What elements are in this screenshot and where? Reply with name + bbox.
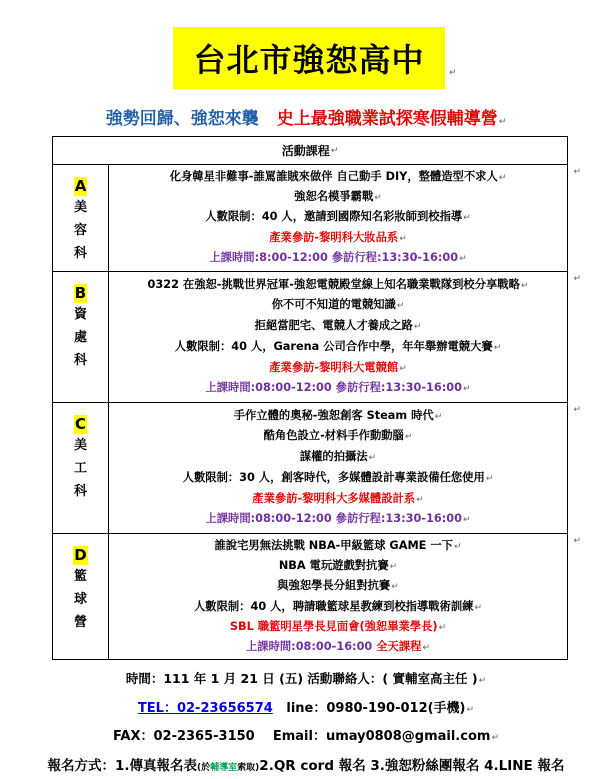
paragraph-mark: ↵ bbox=[573, 536, 581, 546]
paragraph-mark: ↵ bbox=[374, 193, 382, 204]
paragraph-mark: ↵ bbox=[416, 494, 424, 505]
paragraph-mark: ↵ bbox=[498, 173, 507, 184]
line-contact: line：0980-190-012(手機) bbox=[286, 701, 466, 716]
course-content bbox=[109, 403, 567, 533]
paragraph-mark: ↵ bbox=[422, 642, 430, 653]
category-char: 營 bbox=[73, 615, 87, 630]
paragraph-mark: ↵ bbox=[485, 473, 494, 484]
table-header-label: 活動課程 bbox=[281, 144, 330, 158]
course-row-c bbox=[53, 402, 581, 533]
course-line bbox=[109, 338, 567, 357]
paragraph-mark: ↵ bbox=[573, 167, 581, 177]
course-line-extra: 全天課程 bbox=[376, 639, 422, 653]
paragraph-mark: ↵ bbox=[466, 705, 475, 715]
paragraph-mark: ↵ bbox=[573, 274, 581, 284]
course-line bbox=[109, 598, 567, 617]
category-letter: B bbox=[74, 284, 87, 302]
registration-note-office: 輔導室 bbox=[210, 763, 238, 773]
course-line-text: 謀權的拍攝法 bbox=[299, 450, 368, 464]
course-line-text: 與強恕學長分組對抗賽 bbox=[277, 579, 391, 593]
paragraph-mark: ↵ bbox=[413, 322, 422, 333]
date-contact-text: 時間：111 年 1 月 21 日 (五) 活動聯絡人：( 實輔室高主任 ) bbox=[125, 671, 478, 686]
category-char: 球 bbox=[73, 592, 87, 607]
category-char: 美 bbox=[73, 200, 87, 215]
paragraph-mark: ↵ bbox=[396, 301, 405, 312]
paragraph-mark: ↵ bbox=[491, 733, 499, 743]
course-line bbox=[109, 229, 567, 248]
paragraph-mark: ↵ bbox=[478, 676, 487, 686]
registration-note-a: (於 bbox=[197, 763, 211, 773]
course-line-text: 化身韓星非難事-誰罵誰賊來做伴 自己動手 DIY，整體造型不求人 bbox=[169, 170, 498, 184]
paragraph-mark: ↵ bbox=[449, 68, 457, 78]
course-line-text: 拒絕當肥宅、電競人才養成之路 bbox=[254, 319, 413, 333]
footer-phone bbox=[0, 697, 612, 716]
category-char: 科 bbox=[73, 484, 87, 499]
course-line bbox=[109, 208, 567, 227]
category-char: 工 bbox=[73, 461, 87, 476]
paragraph-mark: ↵ bbox=[391, 582, 399, 593]
course-line-text: 人數限制：30 人，創客時代，多媒體設計專業設備任您使用 bbox=[182, 470, 485, 484]
paragraph-mark: ↵ bbox=[474, 602, 483, 613]
paragraph-mark: ↵ bbox=[404, 432, 413, 443]
category-letter: C bbox=[74, 415, 86, 433]
course-line-text: 產業參訪-黎明科大電競館 bbox=[269, 360, 399, 374]
course-line bbox=[109, 168, 567, 187]
course-line-text: 產業參訪-黎明科大妝品系 bbox=[269, 230, 399, 244]
paragraph-mark: ↵ bbox=[573, 405, 581, 415]
subtitle bbox=[0, 104, 612, 129]
course-line bbox=[109, 490, 567, 509]
fax-number: FAX：02-2365-3150 bbox=[113, 729, 255, 744]
email-address: Email：umay0808@gmail.com bbox=[272, 729, 491, 744]
course-line bbox=[109, 296, 567, 315]
course-line bbox=[109, 537, 567, 556]
course-line bbox=[109, 557, 567, 576]
paragraph-mark: ↵ bbox=[493, 342, 502, 353]
paragraph-mark: ↵ bbox=[438, 622, 447, 633]
course-line bbox=[109, 618, 567, 637]
course-line-text: 上課時間:8:00-12:00 參訪行程:13:30-16:00 bbox=[209, 250, 459, 264]
category-cell bbox=[53, 165, 109, 271]
category-char: 處 bbox=[73, 330, 87, 345]
course-line-text: 強恕名模爭霸戰 bbox=[294, 190, 374, 204]
subtitle-right: 史上最強職業試探寒假輔導營 bbox=[276, 109, 498, 129]
table-header bbox=[53, 137, 567, 164]
course-table bbox=[52, 136, 581, 660]
course-line-text: SBL 職籃明星學長見面會(強恕畢業學長) bbox=[229, 619, 438, 633]
paragraph-mark: ↵ bbox=[399, 363, 407, 374]
course-line bbox=[109, 448, 567, 467]
registration-prefix: 報名方式：1.傳真報名表 bbox=[47, 758, 198, 774]
course-line-text: 你不可不知道的電競知識 bbox=[271, 298, 396, 312]
course-content bbox=[109, 165, 567, 271]
footer-registration bbox=[0, 754, 612, 774]
tel-link[interactable]: TEL：02-23656574 bbox=[137, 701, 273, 716]
course-line-text: 誰說宅男無法挑戰 NBA-甲級籃球 GAME 一下 bbox=[214, 539, 453, 553]
paragraph-mark: ↵ bbox=[463, 515, 471, 526]
paragraph-mark: ↵ bbox=[463, 384, 471, 395]
course-line bbox=[109, 510, 567, 529]
course-line bbox=[109, 407, 567, 426]
course-row-a bbox=[53, 164, 581, 271]
course-line-text: 上課時間:08:00-12:00 參訪行程:13:30-16:00 bbox=[205, 381, 462, 395]
course-line bbox=[109, 276, 567, 295]
course-line bbox=[109, 379, 567, 398]
course-line-text: 上課時間:08:00-12:00 參訪行程:13:30-16:00 bbox=[205, 512, 462, 526]
category-cell bbox=[53, 403, 109, 533]
paragraph-mark: ↵ bbox=[453, 542, 462, 553]
registration-suffix: 2.QR cord 報名 3.強恕粉絲團報名 4.LINE 報名 bbox=[259, 758, 565, 774]
paragraph-mark: ↵ bbox=[520, 280, 529, 291]
course-line-text: 手作立體的奧秘-強恕創客 Steam 時代 bbox=[233, 408, 434, 422]
category-letter: D bbox=[74, 546, 87, 564]
category-char: 美 bbox=[73, 438, 87, 453]
paragraph-mark: ↵ bbox=[330, 145, 339, 156]
course-line bbox=[109, 317, 567, 336]
course-row-b bbox=[53, 271, 581, 402]
course-line bbox=[109, 577, 567, 596]
category-letter: A bbox=[74, 177, 87, 195]
paragraph-mark: ↵ bbox=[459, 253, 467, 264]
course-line bbox=[109, 188, 567, 207]
paragraph-mark: ↵ bbox=[498, 117, 507, 127]
course-line bbox=[109, 638, 567, 657]
category-char: 容 bbox=[73, 223, 87, 238]
course-line-text: 人數限制：40 人，邀請到國際知名彩妝師到校指導 bbox=[205, 210, 463, 224]
course-line-text: 人數限制：40 人，聘請職籃球星教練到校指導戰術訓練 bbox=[193, 599, 474, 613]
course-line bbox=[109, 249, 567, 268]
category-char: 科 bbox=[73, 246, 87, 261]
category-char: 科 bbox=[73, 353, 87, 368]
paragraph-mark: ↵ bbox=[463, 213, 471, 224]
course-line-text: 酷角色設立-材料手作動動腦 bbox=[263, 429, 404, 443]
subtitle-left: 強勢回歸、強恕來襲 bbox=[105, 109, 259, 129]
course-row-d bbox=[53, 533, 581, 660]
course-line-text: NBA 電玩遊戲對抗賽 bbox=[278, 559, 389, 573]
category-cell bbox=[53, 534, 109, 660]
footer-fax-email bbox=[0, 725, 612, 744]
course-line bbox=[109, 469, 567, 488]
category-cell bbox=[53, 272, 109, 402]
paragraph-mark: ↵ bbox=[434, 411, 443, 422]
course-line-text: 產業參訪-黎明科大多媒體設計系 bbox=[252, 491, 416, 505]
course-line bbox=[109, 427, 567, 446]
category-char: 資 bbox=[73, 307, 87, 322]
paragraph-mark: ↵ bbox=[399, 233, 407, 244]
course-line-text: 人數限制：40 人，Garena 公司合作中學，年年舉辦電競大賽 bbox=[174, 339, 493, 353]
paragraph-mark: ↵ bbox=[389, 562, 398, 573]
course-content bbox=[109, 272, 567, 402]
category-char: 籃 bbox=[73, 569, 87, 584]
page-title: 台北市強恕高中 bbox=[173, 27, 445, 89]
footer-date-contact bbox=[0, 669, 612, 687]
course-content bbox=[109, 534, 567, 660]
course-line bbox=[109, 359, 567, 378]
course-line-text: 上課時間:08:00-16:00 bbox=[245, 639, 373, 653]
registration-note-c: 索取) bbox=[237, 763, 260, 773]
paragraph-mark: ↵ bbox=[368, 453, 377, 464]
course-line-text: 0322 在強恕-挑戰世界冠軍-強恕電競殿堂線上知名職業戰隊到校分享戰略 bbox=[147, 277, 520, 291]
